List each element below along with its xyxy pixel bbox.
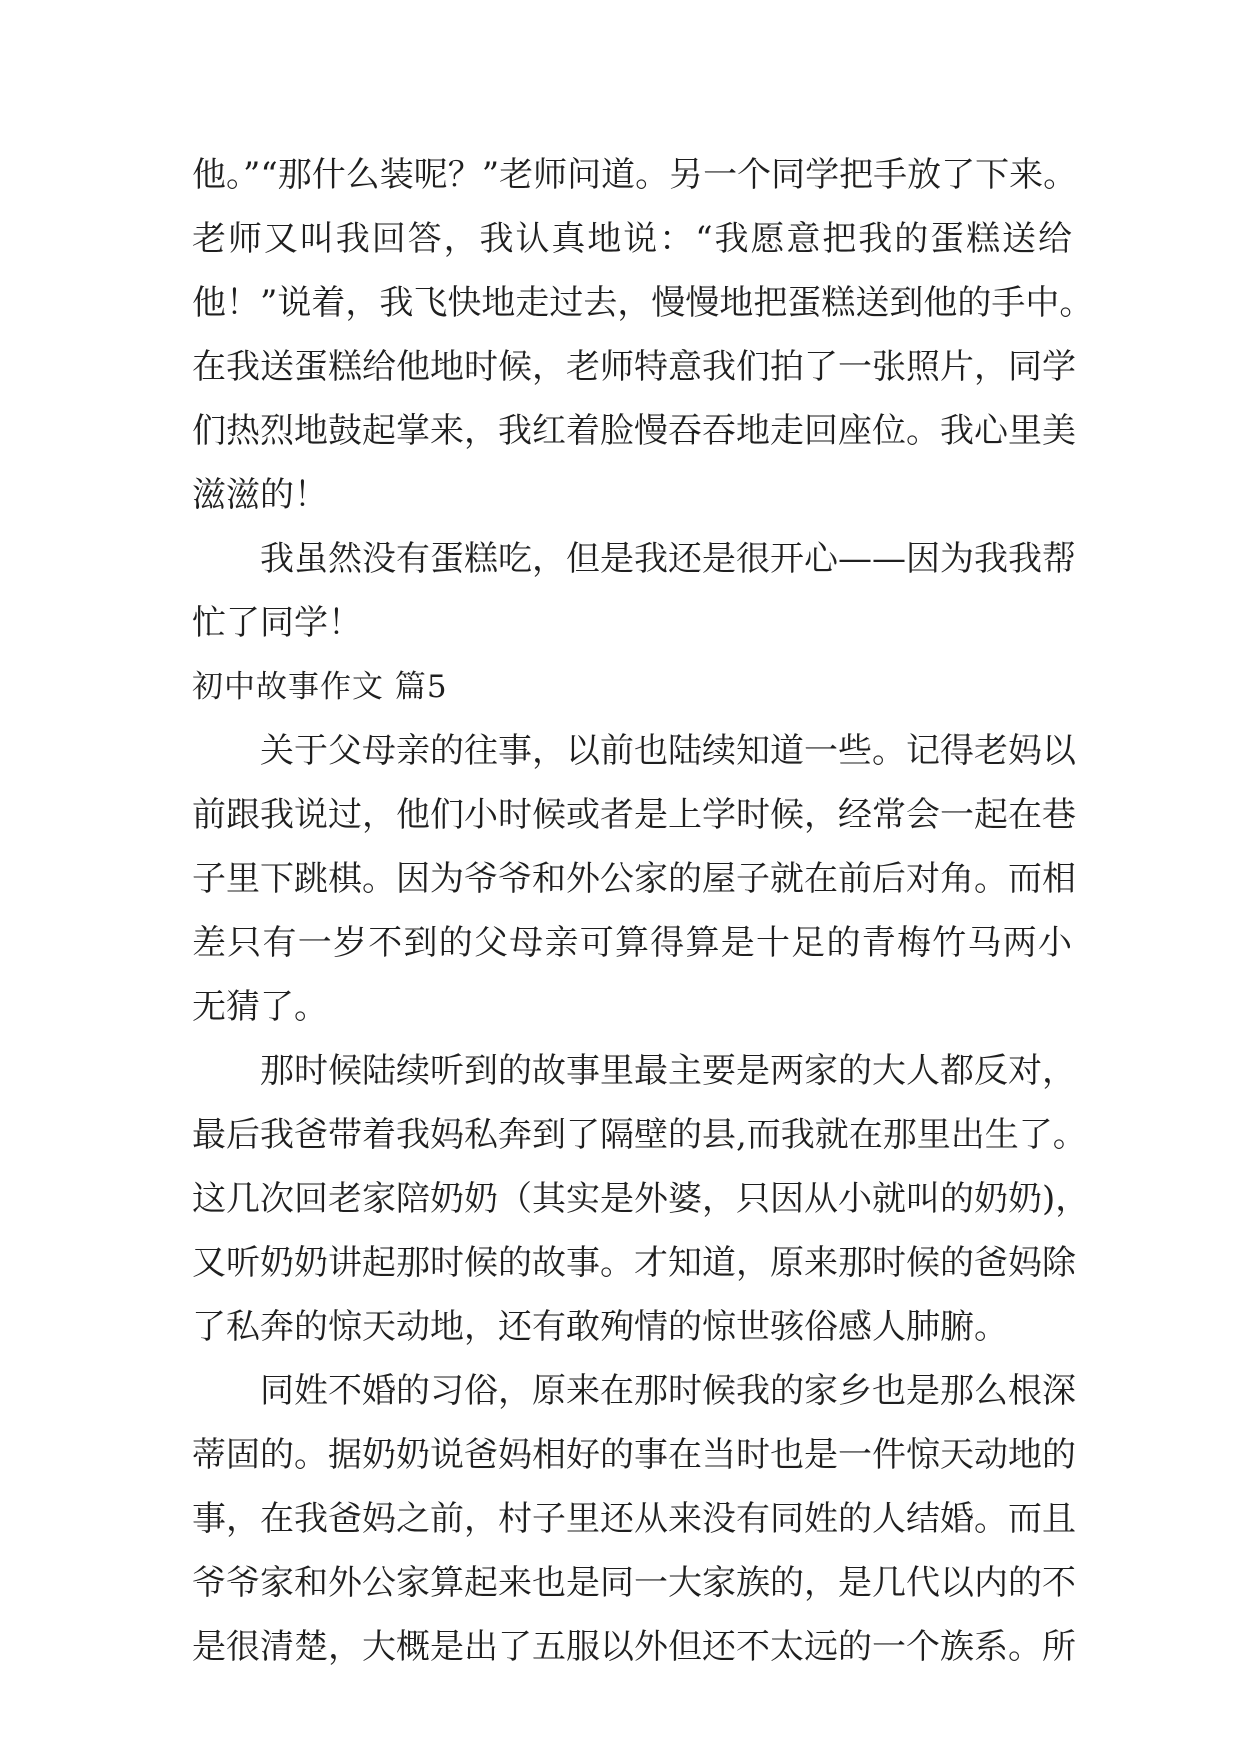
text-line: 最后我爸带着我妈私奔到了隔壁的县,而我就在那里出生了。 bbox=[192, 1115, 1087, 1155]
text-line: 在我送蛋糕给他地时候，老师特意我们拍了一张照片，同学 bbox=[192, 347, 1076, 387]
text-line: 差只有一岁不到的父母亲可算得算是十足的青梅竹马两小 bbox=[192, 923, 1072, 963]
text-line: 们热烈地鼓起掌来，我红着脸慢吞吞地走回座位。我心里美 bbox=[192, 411, 1076, 451]
paragraph-first-line: 关于父母亲的往事，以前也陆续知道一些。记得老妈以 bbox=[260, 731, 1076, 771]
text-line: 了私奔的惊天动地，还有敢殉情的惊世骇俗感人肺腑。 bbox=[192, 1307, 1008, 1347]
paragraph-first-line: 那时候陆续听到的故事里最主要是两家的大人都反对， bbox=[260, 1051, 1076, 1091]
paragraph-first-line: 我虽然没有蛋糕吃，但是我还是很开心——因为我我帮 bbox=[260, 539, 1076, 579]
text-line: 爷爷家和外公家算起来也是同一大家族的，是几代以内的不 bbox=[192, 1563, 1076, 1603]
section-heading: 初中故事作文 篇5 bbox=[192, 669, 448, 705]
text-line: 忙了同学！ bbox=[192, 603, 362, 643]
text-line: 事，在我爸妈之前，村子里还从来没有同姓的人结婚。而且 bbox=[192, 1499, 1076, 1539]
text-line: 滋滋的！ bbox=[192, 475, 328, 515]
text-line: 老师又叫我回答，我认真地说：“我愿意把我的蛋糕送给 bbox=[192, 219, 1072, 259]
text-line: 是很清楚，大概是出了五服以外但还不太远的一个族系。所 bbox=[192, 1627, 1076, 1667]
document-body bbox=[192, 143, 1094, 1679]
text-line: 前跟我说过，他们小时候或者是上学时候，经常会一起在巷 bbox=[192, 795, 1076, 835]
text-line: 子里下跳棋。因为爷爷和外公家的屋子就在前后对角。而相 bbox=[192, 859, 1076, 899]
text-line: 他！”说着，我飞快地走过去，慢慢地把蛋糕送到他的手中。 bbox=[192, 283, 1094, 323]
text-line: 又听奶奶讲起那时候的故事。才知道，原来那时候的爸妈除 bbox=[192, 1243, 1076, 1283]
text-line: 这几次回老家陪奶奶（其实是外婆，只因从小就叫的奶奶)， bbox=[192, 1179, 1090, 1219]
paragraph-first-line: 同姓不婚的习俗，原来在那时候我的家乡也是那么根深 bbox=[260, 1371, 1076, 1411]
text-line: 他。”“那什么装呢？”老师问道。另一个同学把手放了下来。 bbox=[192, 155, 1078, 195]
text-line: 无猜了。 bbox=[192, 987, 328, 1027]
text-line: 蒂固的。据奶奶说爸妈相好的事在当时也是一件惊天动地的 bbox=[192, 1435, 1076, 1475]
